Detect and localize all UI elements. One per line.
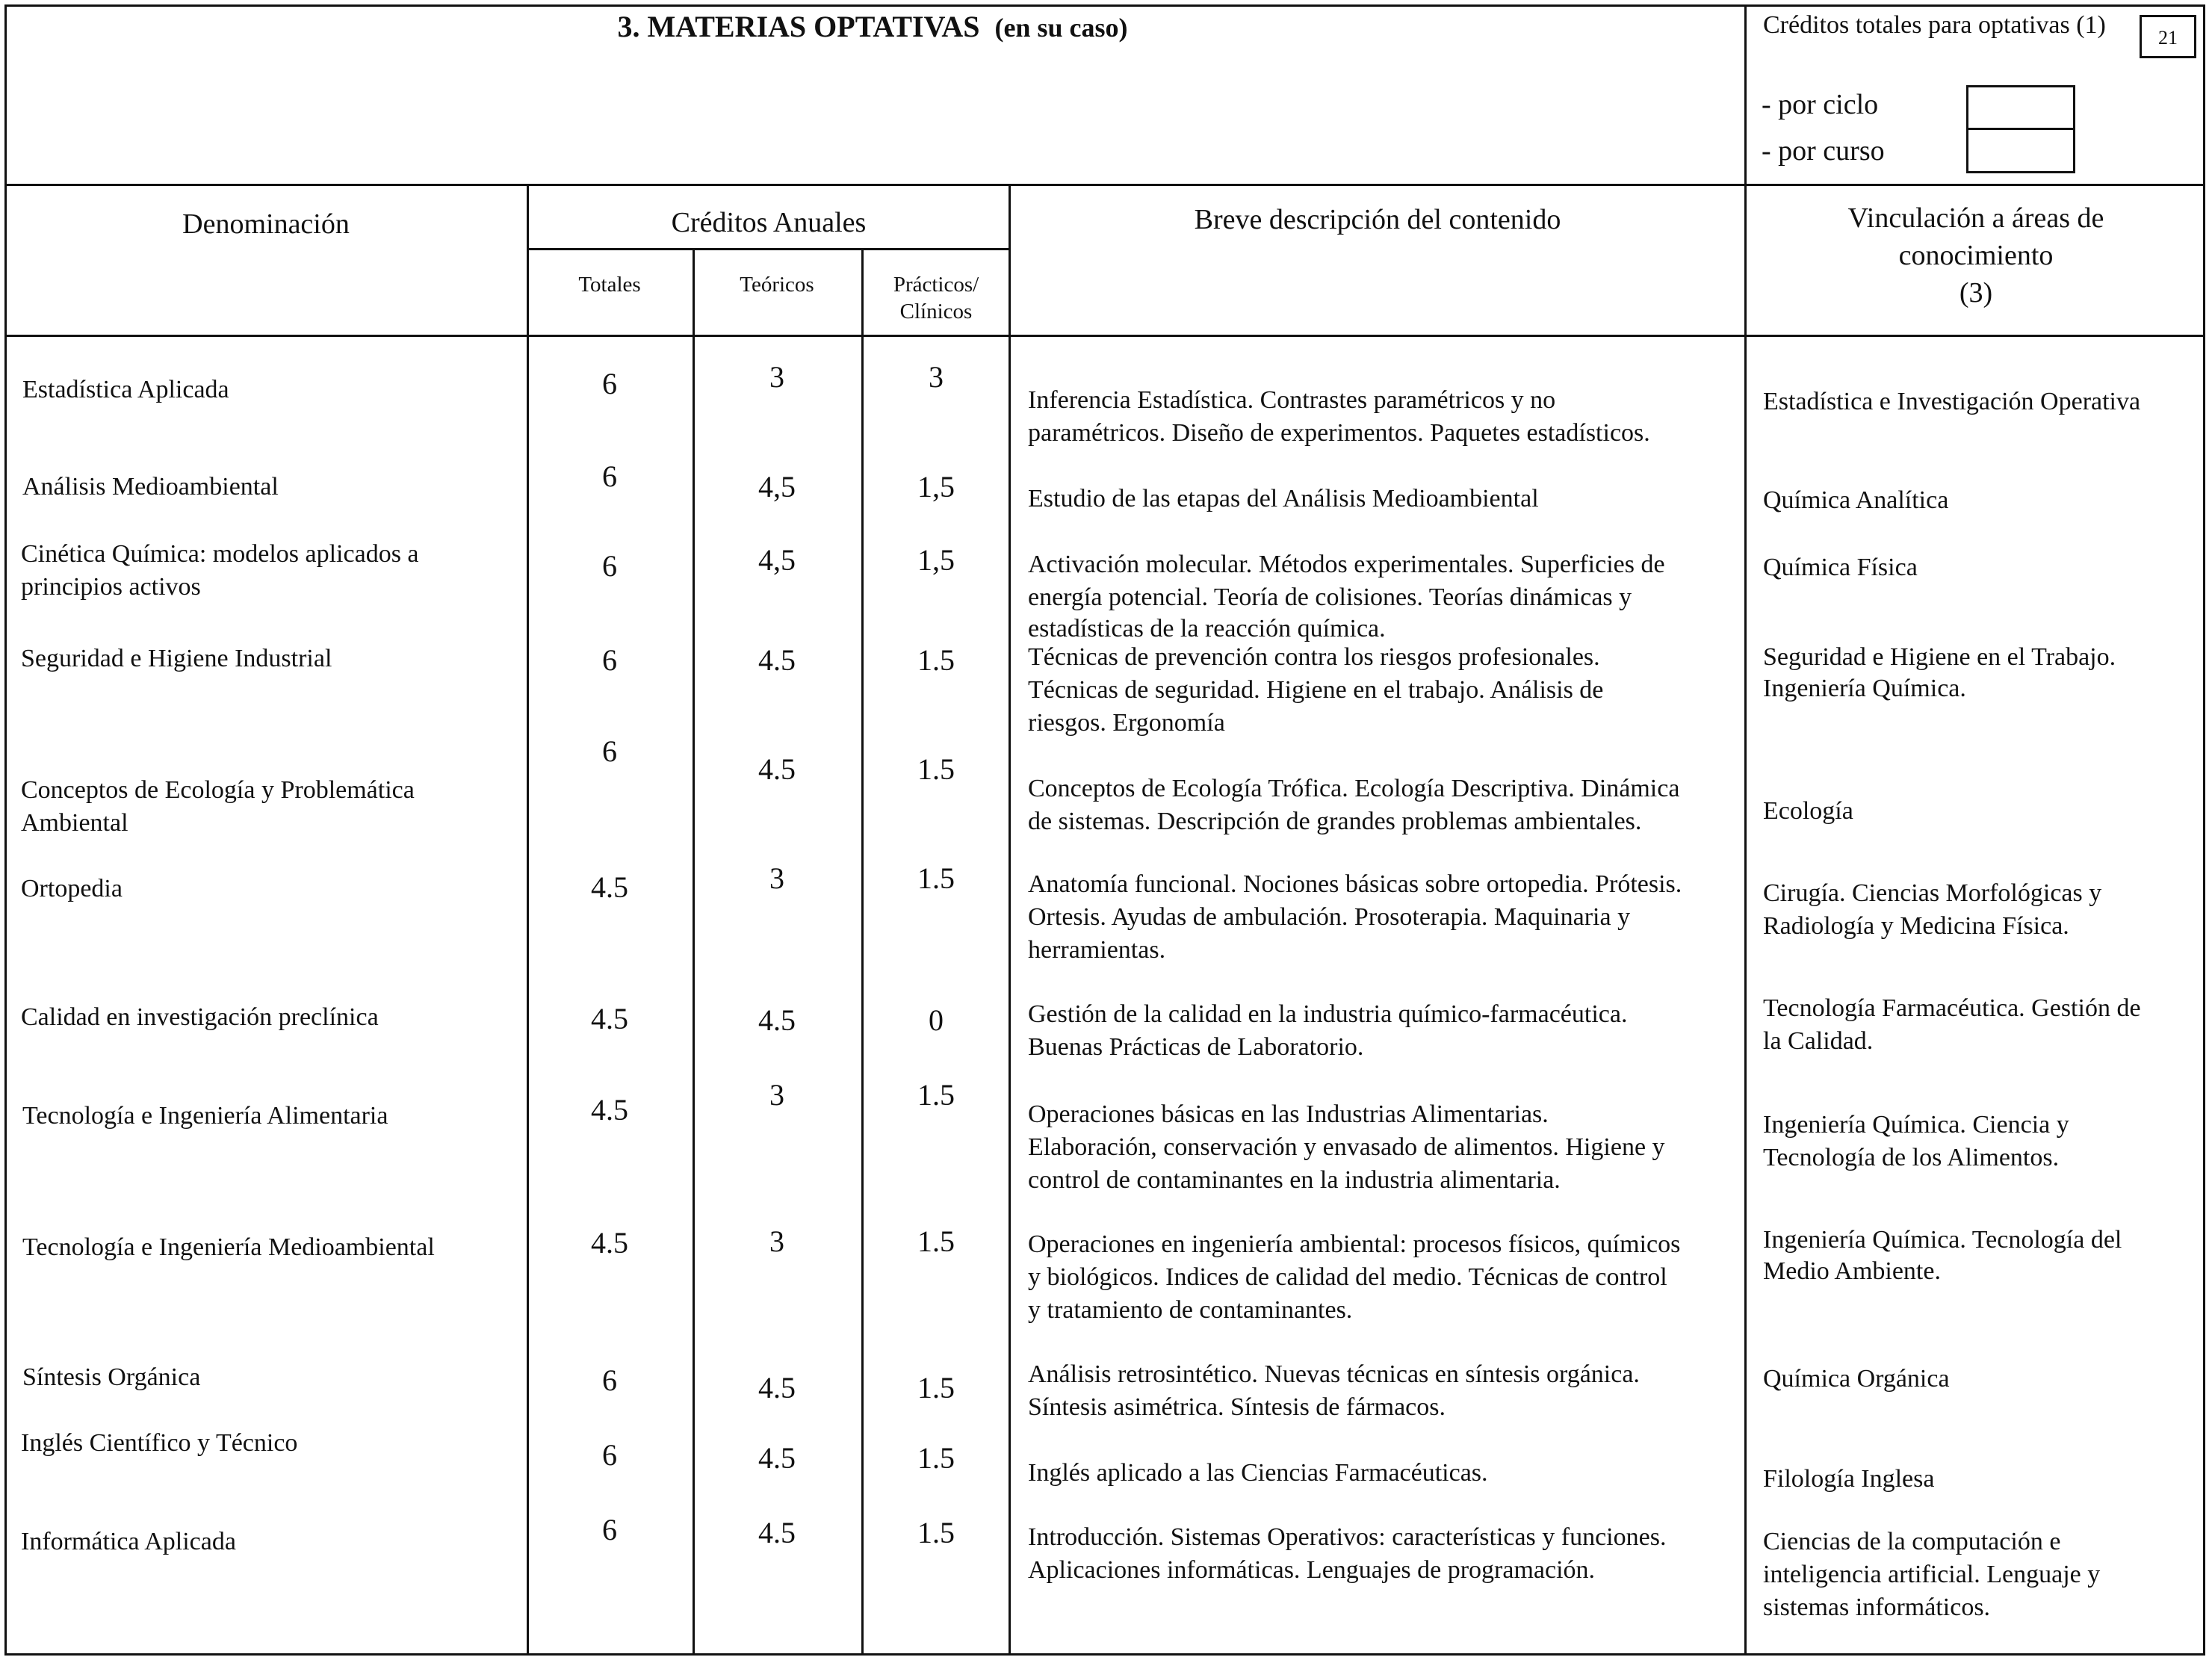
- row-9-teoricos: 3: [769, 1224, 784, 1258]
- row-11-area: Filología Inglesa: [1763, 1465, 1935, 1493]
- por-curso-label: - por curso: [1762, 135, 1885, 167]
- row-12-name: Informática Aplicada: [21, 1528, 236, 1555]
- col-descripcion: Breve descripción del contenido: [1194, 204, 1561, 235]
- row-7-area-2: la Calidad.: [1763, 1027, 1874, 1055]
- row-3-desc-2: energía potencial. Teoría de colisiones. Teorías dinámicas y: [1028, 583, 1632, 611]
- row-8-desc-2: Elaboración, conservación y envasado de alimentos. Higiene y: [1028, 1133, 1665, 1161]
- row-3-totales: 6: [602, 549, 617, 583]
- boxes-divider: [1966, 128, 2075, 130]
- row-7-teoricos: 4.5: [758, 1003, 796, 1037]
- row-8-name: Tecnología e Ingeniería Alimentaria: [22, 1102, 388, 1130]
- row-9-desc-1: Operaciones en ingeniería ambiental: procesos físicos, químicos: [1028, 1230, 1681, 1258]
- row-6-desc-2: Ortesis. Ayudas de ambulación. Prosoterapia. Maquinaria y: [1028, 903, 1631, 931]
- row-4-totales: 6: [602, 643, 617, 677]
- row-5-totales: 6: [602, 734, 617, 768]
- row-2-totales: 6: [602, 459, 617, 493]
- col-denominacion: Denominación: [182, 208, 350, 240]
- row-5-desc-2: de sistemas. Descripción de grandes problemas ambientales.: [1028, 808, 1642, 835]
- header-row-top-line: [4, 184, 2205, 186]
- row-1-desc-2: paramétricos. Diseño de experimentos. Paquetes estadísticos.: [1028, 419, 1650, 447]
- row-5-name-1: Conceptos de Ecología y Problemática: [21, 776, 415, 804]
- row-7-name: Calidad en investigación preclínica: [21, 1003, 379, 1031]
- row-1-practicos: 3: [929, 360, 944, 394]
- row-7-desc-2: Buenas Prácticas de Laboratorio.: [1028, 1033, 1364, 1061]
- row-2-practicos: 1,5: [917, 470, 955, 504]
- row-1-name: Estadística Aplicada: [22, 376, 229, 403]
- row-2-name: Análisis Medioambiental: [22, 473, 279, 501]
- row-10-name: Síntesis Orgánica: [22, 1363, 201, 1391]
- row-12-desc-2: Aplicaciones informáticas. Lenguajes de programación.: [1028, 1556, 1596, 1584]
- row-3-name-1: Cinética Química: modelos aplicados a: [21, 540, 419, 568]
- row-3-desc-3: estadísticas de la reacción química.: [1028, 615, 1386, 642]
- col-creditos-anuales: Créditos Anuales: [671, 207, 867, 238]
- row-4-area-1: Seguridad e Higiene en el Trabajo.: [1763, 643, 2116, 671]
- row-9-desc-2: y biológicos. Indices de calidad del medio. Técnicas de control: [1028, 1263, 1667, 1291]
- row-8-area-2: Tecnología de los Alimentos.: [1763, 1144, 2060, 1171]
- row-6-desc-1: Anatomía funcional. Nociones básicas sobre ortopedia. Prótesis.: [1028, 870, 1682, 898]
- row-4-area-2: Ingeniería Química.: [1763, 675, 1966, 702]
- row-2-teoricos: 4,5: [758, 470, 796, 504]
- row-11-teoricos: 4.5: [758, 1441, 796, 1475]
- row-11-desc-1: Inglés aplicado a las Ciencias Farmacéuticas.: [1028, 1459, 1488, 1487]
- row-6-teoricos: 3: [769, 861, 784, 895]
- divider-descripcion: [1009, 184, 1011, 1656]
- row-6-area-1: Cirugía. Ciencias Morfológicas y: [1763, 879, 2102, 907]
- row-11-name: Inglés Científico y Técnico: [21, 1429, 298, 1457]
- row-6-desc-3: herramientas.: [1028, 936, 1166, 964]
- row-10-teoricos: 4.5: [758, 1371, 796, 1405]
- header-row-bottom-line: [4, 335, 2205, 337]
- row-7-practicos: 0: [929, 1003, 944, 1037]
- row-8-practicos: 1.5: [917, 1078, 955, 1112]
- row-1-area: Estadística e Investigación Operativa: [1763, 388, 2141, 415]
- row-3-name-2: principios activos: [21, 573, 201, 601]
- col-vinculacion-2: conocimiento: [1898, 240, 2054, 271]
- row-6-practicos: 1.5: [917, 861, 955, 895]
- row-12-practicos: 1.5: [917, 1516, 955, 1549]
- row-4-desc-1: Técnicas de prevención contra los riesgos profesionales.: [1028, 643, 1600, 671]
- row-12-teoricos: 4.5: [758, 1516, 796, 1549]
- row-4-desc-3: riesgos. Ergonomía: [1028, 709, 1225, 737]
- col-practicos-2: Clínicos: [899, 300, 973, 323]
- row-5-desc-1: Conceptos de Ecología Trófica. Ecología Descriptiva. Dinámica: [1028, 775, 1680, 802]
- row-10-totales: 6: [602, 1363, 617, 1397]
- creditos-subheader-line: [527, 248, 1011, 250]
- row-9-practicos: 1.5: [917, 1224, 955, 1258]
- row-3-practicos: 1,5: [917, 543, 955, 577]
- row-1-desc-1: Inferencia Estadística. Contrastes paramétricos y no: [1028, 386, 1556, 414]
- row-5-practicos: 1.5: [917, 752, 955, 786]
- row-2-area: Química Analítica: [1763, 486, 1949, 514]
- divider-denominacion: [527, 184, 529, 1656]
- row-10-desc-1: Análisis retrosintético. Nuevas técnicas en síntesis orgánica.: [1028, 1360, 1640, 1388]
- row-11-practicos: 1.5: [917, 1441, 955, 1475]
- row-1-totales: 6: [602, 367, 617, 400]
- row-7-totales: 4.5: [591, 1002, 628, 1035]
- row-9-totales: 4.5: [591, 1226, 628, 1260]
- creditos-totales-box: [2140, 15, 2196, 58]
- row-2-desc-1: Estudio de las etapas del Análisis Medioambiental: [1028, 485, 1539, 512]
- por-ciclo-label: - por ciclo: [1762, 89, 1879, 120]
- creditos-totales-value: 21: [2158, 27, 2178, 49]
- col-vinculacion-1: Vinculación a áreas de: [1847, 202, 2104, 234]
- row-5-name-2: Ambiental: [21, 809, 128, 837]
- row-8-desc-1: Operaciones básicas en las Industrias Alimentarias.: [1028, 1100, 1549, 1128]
- row-10-desc-2: Síntesis asimétrica. Síntesis de fármacos.: [1028, 1393, 1446, 1421]
- page-title: 3. MATERIAS OPTATIVAS (en su caso): [617, 10, 1128, 43]
- row-4-name: Seguridad e Higiene Industrial: [21, 645, 332, 672]
- row-6-name: Ortopedia: [21, 875, 123, 902]
- row-8-area-1: Ingeniería Química. Ciencia y: [1763, 1111, 2069, 1139]
- row-9-area-1: Ingeniería Química. Tecnología del: [1763, 1226, 2122, 1254]
- row-7-desc-1: Gestión de la calidad en la industria químico-farmacéutica.: [1028, 1000, 1628, 1028]
- row-6-area-2: Radiología y Medicina Física.: [1763, 912, 2069, 940]
- creditos-totales-label: Créditos totales para optativas (1): [1763, 11, 2106, 39]
- row-7-area-1: Tecnología Farmacéutica. Gestión de: [1763, 994, 2141, 1022]
- row-12-totales: 6: [602, 1513, 617, 1546]
- row-12-area-3: sistemas informáticos.: [1763, 1594, 1991, 1621]
- row-9-name: Tecnología e Ingeniería Medioambiental: [22, 1233, 435, 1261]
- col-teoricos: Teóricos: [740, 273, 814, 297]
- row-1-teoricos: 3: [769, 360, 784, 394]
- row-3-area: Química Física: [1763, 554, 1918, 581]
- row-5-area: Ecología: [1763, 797, 1853, 825]
- row-4-teoricos: 4.5: [758, 643, 796, 677]
- col-vinculacion-3: (3): [1959, 277, 1993, 309]
- row-6-totales: 4.5: [591, 870, 628, 904]
- row-3-desc-1: Activación molecular. Métodos experimentales. Superficies de: [1028, 551, 1665, 578]
- row-4-practicos: 1.5: [917, 643, 955, 677]
- row-12-area-1: Ciencias de la computación e: [1763, 1528, 2061, 1555]
- col-practicos-1: Prácticos/: [893, 273, 979, 297]
- row-8-desc-3: control de contaminantes en la industria alimentaria.: [1028, 1166, 1561, 1194]
- row-9-area-2: Medio Ambiente.: [1763, 1257, 1941, 1285]
- row-10-practicos: 1.5: [917, 1371, 955, 1405]
- row-8-teoricos: 3: [769, 1078, 784, 1112]
- row-3-teoricos: 4,5: [758, 543, 796, 577]
- row-9-desc-3: y tratamiento de contaminantes.: [1028, 1296, 1353, 1324]
- row-12-desc-1: Introducción. Sistemas Operativos: características y funciones.: [1028, 1523, 1667, 1551]
- col-totales: Totales: [578, 273, 641, 297]
- row-8-totales: 4.5: [591, 1093, 628, 1127]
- row-11-totales: 6: [602, 1438, 617, 1472]
- row-12-area-2: inteligencia artificial. Lenguaje y: [1763, 1561, 2101, 1588]
- row-5-teoricos: 4.5: [758, 752, 796, 786]
- row-10-area: Química Orgánica: [1763, 1365, 1950, 1393]
- row-4-desc-2: Técnicas de seguridad. Higiene en el trabajo. Análisis de: [1028, 676, 1604, 704]
